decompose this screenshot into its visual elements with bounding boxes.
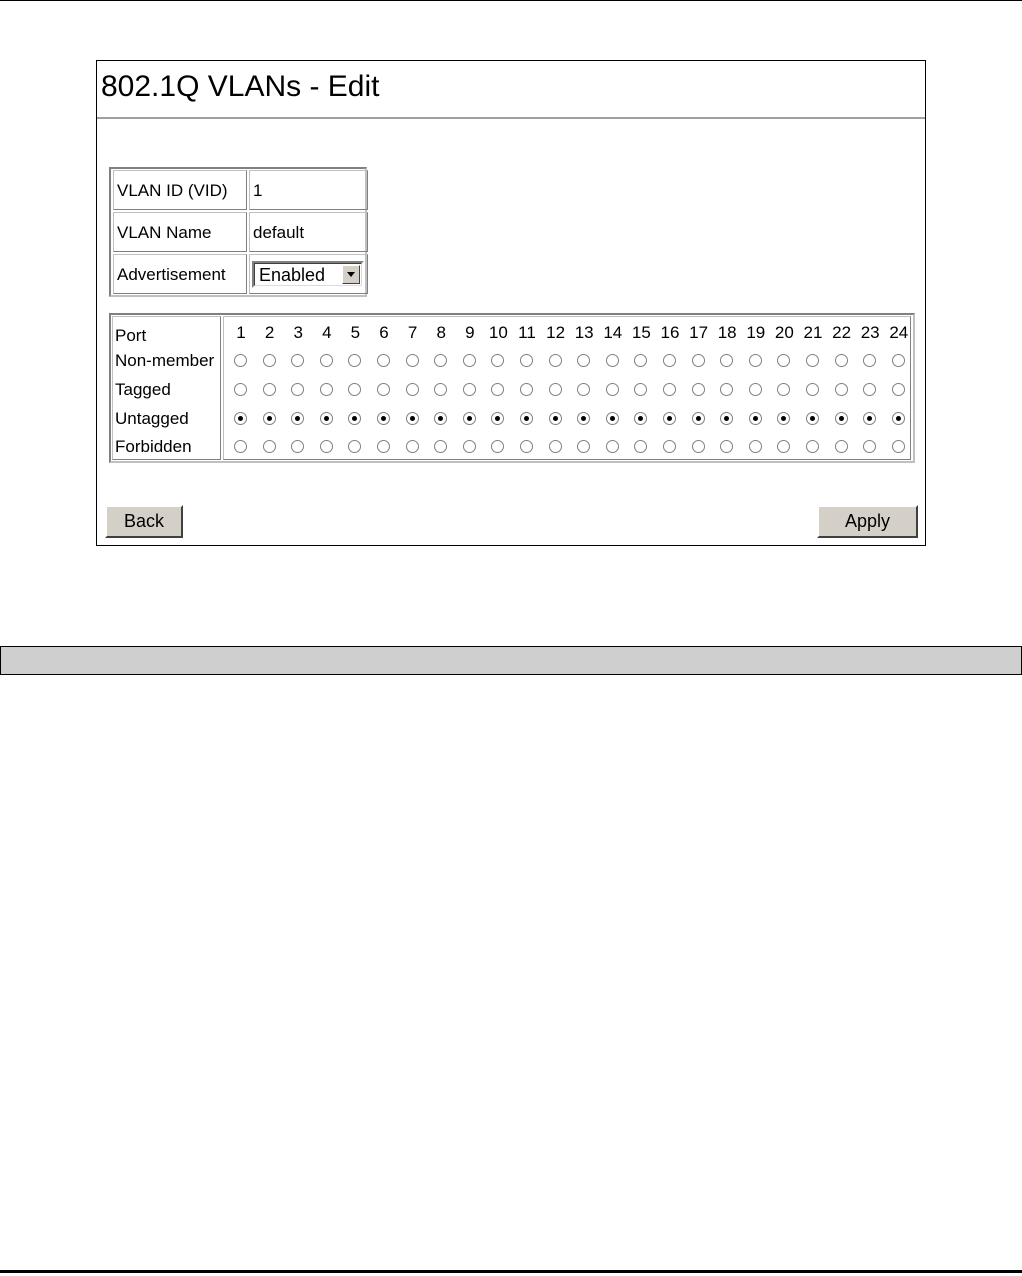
radio-forbidden[interactable]: [749, 440, 762, 453]
radio-non-member[interactable]: [749, 354, 762, 367]
radio-untagged[interactable]: [892, 412, 905, 425]
port-number-header: 23: [860, 323, 880, 342]
radio-untagged[interactable]: [434, 412, 447, 425]
radio-forbidden[interactable]: [577, 440, 590, 453]
port-number-header: 17: [689, 323, 709, 342]
port-number-header: 20: [774, 323, 794, 342]
radio-tagged[interactable]: [663, 383, 676, 396]
advertisement-row: [113, 254, 363, 294]
radio-forbidden[interactable]: [806, 440, 819, 453]
advertisement-select-inner: [254, 263, 362, 286]
radio-tagged[interactable]: [234, 383, 247, 396]
radio-non-member[interactable]: [463, 354, 476, 367]
radio-forbidden[interactable]: [406, 440, 419, 453]
port-number-header: 3: [293, 323, 303, 342]
vlan-info-table: [109, 167, 367, 297]
port-number-header: 4: [322, 323, 332, 342]
port-number-header: 22: [832, 323, 852, 342]
port-number-header: 21: [803, 323, 823, 342]
radio-untagged[interactable]: [234, 412, 247, 425]
radio-forbidden[interactable]: [549, 440, 562, 453]
top-rule: [0, 0, 1022, 1]
vlan-id-row: [113, 170, 363, 210]
radio-forbidden[interactable]: [692, 440, 705, 453]
port-number-header: 11: [518, 323, 536, 342]
radio-non-member[interactable]: [520, 354, 533, 367]
radio-non-member[interactable]: [606, 354, 619, 367]
radio-tagged[interactable]: [434, 383, 447, 396]
radio-non-member[interactable]: [892, 354, 905, 367]
radio-non-member[interactable]: [377, 354, 390, 367]
radio-tagged[interactable]: [606, 383, 619, 396]
radio-non-member[interactable]: [348, 354, 361, 367]
radio-tagged[interactable]: [463, 383, 476, 396]
radio-non-member[interactable]: [806, 354, 819, 367]
apply-button[interactable]: Apply: [817, 505, 918, 538]
radio-tagged[interactable]: [835, 383, 848, 396]
radio-tagged[interactable]: [377, 383, 390, 396]
vlan-id-value: 1: [249, 170, 368, 210]
advertisement-label: Advertisement: [113, 254, 247, 294]
radio-non-member[interactable]: [491, 354, 504, 367]
radio-forbidden[interactable]: [835, 440, 848, 453]
radio-tagged[interactable]: [263, 383, 276, 396]
port-number-header: 19: [746, 323, 766, 342]
title-divider: [97, 117, 925, 120]
port-number-header: 5: [350, 323, 361, 342]
radio-untagged[interactable]: [463, 412, 476, 425]
radio-untagged[interactable]: [549, 412, 562, 425]
radio-forbidden[interactable]: [377, 440, 390, 453]
radio-non-member[interactable]: [777, 354, 790, 367]
port-number-header: 6: [379, 323, 389, 342]
vlan-name-row: [113, 212, 363, 252]
port-number-header: 1: [236, 323, 246, 342]
radio-forbidden[interactable]: [863, 440, 876, 453]
radio-non-member[interactable]: [835, 354, 848, 367]
radio-tagged[interactable]: [406, 383, 419, 396]
radio-non-member[interactable]: [720, 354, 733, 367]
radio-non-member[interactable]: [577, 354, 590, 367]
port-number-header: 14: [603, 323, 623, 342]
radio-forbidden[interactable]: [634, 440, 647, 453]
radio-untagged[interactable]: [720, 412, 733, 425]
radio-tagged[interactable]: [777, 383, 790, 396]
radio-untagged[interactable]: [520, 412, 533, 425]
vlan-name-label: VLAN Name: [113, 212, 247, 252]
port-number-header: 12: [546, 323, 566, 342]
radio-tagged[interactable]: [692, 383, 705, 396]
radio-tagged[interactable]: [348, 383, 361, 396]
port-membership-table: [109, 313, 915, 463]
radio-tagged[interactable]: [892, 383, 905, 396]
radio-untagged[interactable]: [263, 412, 276, 425]
port-number-header: 18: [717, 323, 737, 342]
vlan-edit-panel: [96, 60, 926, 546]
radio-untagged[interactable]: [634, 412, 647, 425]
radio-untagged[interactable]: [749, 412, 762, 425]
row-label-non-member: Non-member: [115, 351, 215, 370]
port-number-header: 13: [574, 323, 594, 342]
radio-tagged[interactable]: [806, 383, 819, 396]
gray-divider-bar: [0, 646, 1022, 675]
radio-untagged[interactable]: [692, 412, 705, 425]
radio-non-member[interactable]: [634, 354, 647, 367]
radio-tagged[interactable]: [320, 383, 333, 396]
radio-non-member[interactable]: [291, 354, 304, 367]
radio-forbidden[interactable]: [463, 440, 476, 453]
radio-forbidden[interactable]: [348, 440, 361, 453]
radio-untagged[interactable]: [606, 412, 619, 425]
radio-untagged[interactable]: [663, 412, 676, 425]
radio-forbidden[interactable]: [291, 440, 304, 453]
radio-forbidden[interactable]: [892, 440, 905, 453]
port-number-header: 9: [465, 323, 475, 342]
radio-untagged[interactable]: [806, 412, 819, 425]
radio-non-member[interactable]: [663, 354, 676, 367]
radio-tagged[interactable]: [720, 383, 733, 396]
radio-forbidden[interactable]: [777, 440, 790, 453]
bottom-rule: [0, 1270, 1022, 1273]
radio-forbidden[interactable]: [263, 440, 276, 453]
radio-tagged[interactable]: [863, 383, 876, 396]
radio-forbidden[interactable]: [663, 440, 676, 453]
radio-tagged[interactable]: [749, 383, 762, 396]
row-label-forbidden: Forbidden: [115, 437, 192, 456]
radio-tagged[interactable]: [520, 383, 533, 396]
radio-untagged[interactable]: [291, 412, 304, 425]
radio-untagged[interactable]: [320, 412, 333, 425]
radio-forbidden[interactable]: [720, 440, 733, 453]
row-labels-column: [112, 316, 221, 460]
radio-tagged[interactable]: [491, 383, 504, 396]
radio-forbidden[interactable]: [320, 440, 333, 453]
radio-untagged[interactable]: [491, 412, 504, 425]
port-number-header: 2: [264, 323, 275, 342]
radio-tagged[interactable]: [291, 383, 304, 396]
port-radio-grid: [223, 316, 911, 460]
port-number-header: 16: [660, 323, 680, 342]
advertisement-selected-value: Enabled: [259, 265, 326, 285]
port-number-header: 24: [889, 323, 909, 342]
page-title: 802.1Q VLANs - Edit: [101, 70, 380, 103]
radio-forbidden[interactable]: [520, 440, 533, 453]
radio-non-member[interactable]: [263, 354, 276, 367]
port-number-header: 10: [488, 323, 508, 342]
radio-non-member[interactable]: [434, 354, 447, 367]
vlan-id-label: VLAN ID (VID): [113, 170, 247, 210]
advertisement-select[interactable]: [252, 261, 364, 288]
radio-tagged[interactable]: [577, 383, 590, 396]
row-label-tagged: Tagged: [115, 380, 171, 399]
radio-tagged[interactable]: [634, 383, 647, 396]
radio-untagged[interactable]: [377, 412, 390, 425]
radio-tagged[interactable]: [549, 383, 562, 396]
row-label-untagged: Untagged: [115, 409, 189, 428]
port-number-header: 15: [631, 323, 651, 342]
radio-non-member[interactable]: [863, 354, 876, 367]
radio-forbidden[interactable]: [434, 440, 447, 453]
radio-non-member[interactable]: [406, 354, 419, 367]
vlan-name-value: default: [249, 212, 368, 252]
back-button[interactable]: Back: [105, 505, 183, 538]
port-header-label: Port: [115, 326, 147, 345]
port-number-header: 7: [407, 323, 418, 342]
radio-untagged[interactable]: [577, 412, 590, 425]
chevron-down-icon[interactable]: [342, 265, 360, 284]
radio-non-member[interactable]: [549, 354, 562, 367]
port-number-header: 8: [436, 323, 446, 342]
radio-untagged[interactable]: [348, 412, 361, 425]
radio-forbidden[interactable]: [491, 440, 504, 453]
radio-non-member[interactable]: [320, 354, 333, 367]
radio-non-member[interactable]: [692, 354, 705, 367]
radio-untagged[interactable]: [863, 412, 876, 425]
radio-non-member[interactable]: [234, 354, 247, 367]
radio-forbidden[interactable]: [234, 440, 247, 453]
radio-untagged[interactable]: [406, 412, 419, 425]
radio-untagged[interactable]: [777, 412, 790, 425]
radio-forbidden[interactable]: [606, 440, 619, 453]
radio-untagged[interactable]: [835, 412, 848, 425]
